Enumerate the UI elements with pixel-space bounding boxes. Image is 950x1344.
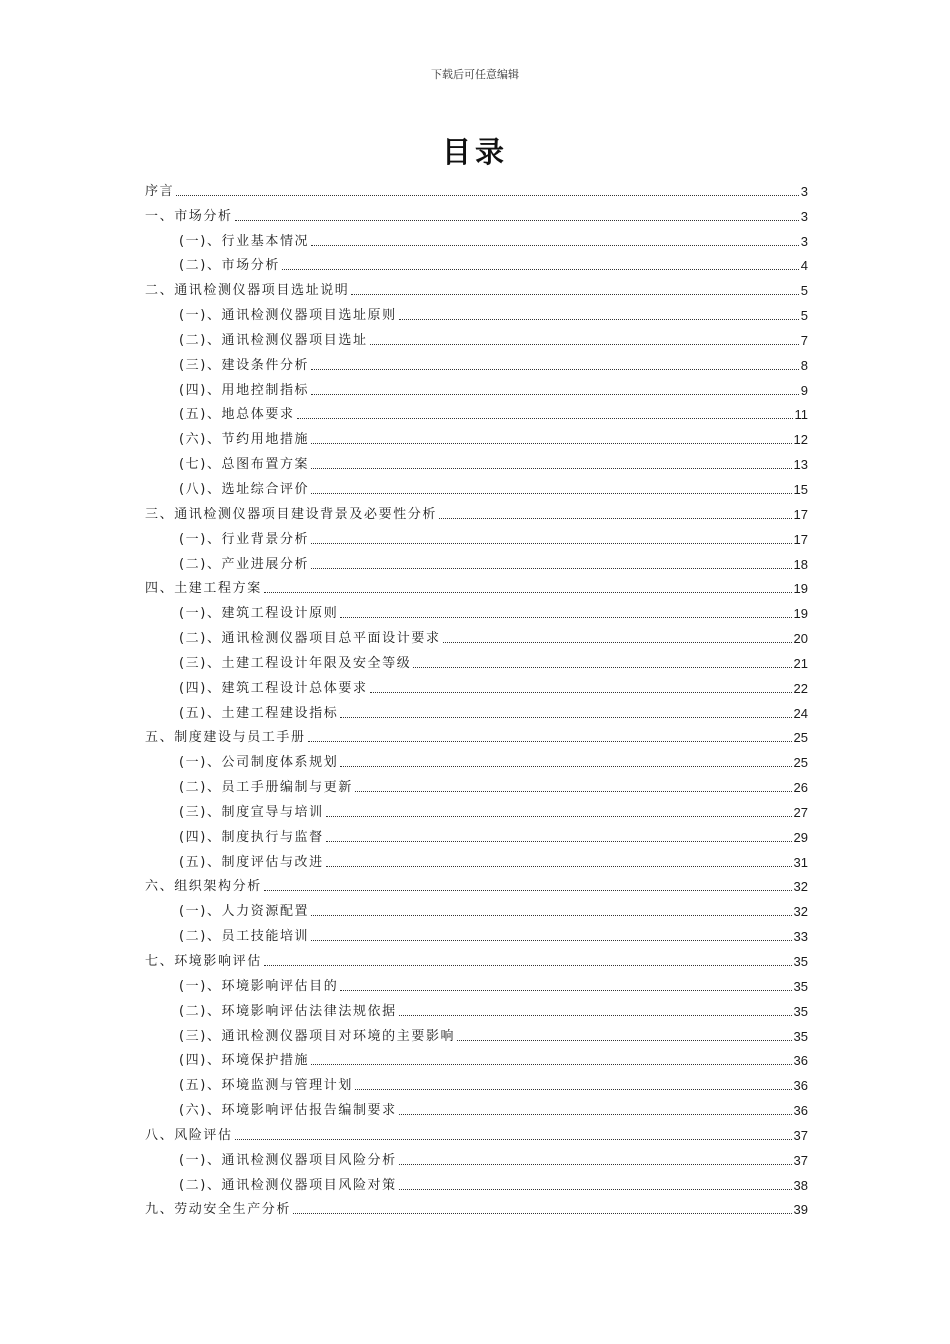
toc-entry[interactable] — [145, 423, 808, 448]
toc-entry-text: (二)、通讯检测仪器项目总平面设计要求 — [179, 631, 441, 647]
toc-entry[interactable] — [145, 399, 808, 424]
toc-entry-text: (二)、市场分析 — [179, 258, 280, 274]
toc-dot-leader — [311, 914, 791, 916]
toc-page-number: 17 — [793, 531, 808, 547]
toc-entry-text: (一)、行业背景分析 — [179, 531, 310, 547]
toc-entry[interactable] — [145, 473, 808, 498]
toc-entry[interactable] — [145, 970, 808, 995]
toc-entry-text: (二)、通讯检测仪器项目选址 — [179, 332, 368, 348]
toc-entry[interactable] — [145, 945, 808, 970]
toc-dot-leader — [351, 293, 798, 295]
toc-entry-text: (四)、建筑工程设计总体要求 — [179, 680, 368, 696]
toc-entry-text: (四)、环境保护措施 — [179, 1053, 310, 1069]
toc-entry-text: (五)、地总体要求 — [179, 407, 295, 423]
toc-page-number: 36 — [793, 1053, 808, 1069]
toc-entry[interactable] — [145, 995, 808, 1020]
toc-entry-text: (二)、通讯检测仪器项目风险对策 — [179, 1177, 397, 1193]
toc-dot-leader — [355, 790, 792, 792]
toc-entry-text: (二)、员工技能培训 — [179, 929, 310, 945]
toc-entry-text: (四)、制度执行与监督 — [179, 829, 324, 845]
toc-entry[interactable] — [145, 498, 808, 523]
toc-page-number: 8 — [800, 357, 808, 373]
toc-page-number: 25 — [793, 755, 808, 771]
toc-page-number: 3 — [800, 208, 808, 224]
toc-entry[interactable] — [145, 821, 808, 846]
toc-entry-text: (一)、环境影响评估目的 — [179, 978, 339, 994]
toc-entry[interactable] — [145, 1069, 808, 1094]
toc-entry-text: 六、组织架构分析 — [145, 879, 262, 895]
toc-entry[interactable] — [145, 871, 808, 896]
toc-entry[interactable] — [145, 647, 808, 672]
toc-dot-leader — [311, 467, 791, 469]
toc-page-number: 7 — [800, 332, 808, 348]
toc-page-number: 39 — [793, 1202, 808, 1218]
toc-page-number: 25 — [793, 730, 808, 746]
toc-dot-leader — [282, 268, 799, 270]
toc-entry[interactable] — [145, 299, 808, 324]
toc-entry-text: 八、风险评估 — [145, 1127, 233, 1143]
toc-page-number: 35 — [793, 954, 808, 969]
toc-dot-leader — [311, 368, 799, 370]
toc-dot-leader — [399, 1113, 792, 1115]
toc-page-number: 29 — [793, 829, 808, 845]
toc-entry[interactable] — [145, 523, 808, 548]
toc-dot-leader — [399, 1163, 792, 1165]
toc-dot-leader — [311, 492, 791, 494]
toc-dot-leader — [340, 616, 791, 618]
toc-dot-leader — [311, 542, 791, 544]
toc-page-number: 35 — [793, 978, 808, 994]
toc-entry-text: 一、市场分析 — [145, 208, 233, 224]
toc-entry-text: 四、土建工程方案 — [145, 581, 262, 597]
toc-entry[interactable] — [145, 895, 808, 920]
toc-page-number: 22 — [793, 680, 808, 696]
toc-dot-leader — [399, 318, 799, 320]
toc-entry[interactable] — [145, 349, 808, 374]
toc-entry[interactable] — [145, 1144, 808, 1169]
toc-entry-text: 九、劳动安全生产分析 — [145, 1202, 292, 1218]
toc-entry-text: (三)、土建工程设计年限及安全等级 — [179, 655, 412, 671]
toc-entry[interactable] — [145, 1169, 808, 1194]
toc-page-number: 17 — [793, 506, 808, 522]
toc-page-number: 15 — [793, 481, 808, 497]
toc-entry[interactable] — [145, 1119, 808, 1144]
toc-page-number: 3 — [800, 183, 808, 199]
toc-page-number: 35 — [793, 1003, 808, 1019]
toc-entry-text: 二、通讯检测仪器项目选址说明 — [145, 283, 350, 299]
toc-dot-leader — [326, 815, 792, 817]
toc-page-number: 37 — [793, 1152, 808, 1168]
header-note: 下载后可任意编辑 — [431, 68, 519, 81]
toc-page-number: 13 — [793, 457, 808, 473]
toc-entry[interactable] — [145, 697, 808, 722]
toc-entry-text: 五、制度建设与员工手册 — [145, 730, 306, 746]
toc-entry[interactable] — [145, 573, 808, 598]
toc-dot-leader — [457, 1039, 791, 1041]
toc-title: 目录 — [441, 135, 508, 169]
toc-dot-leader — [176, 194, 799, 196]
toc-page-number: 36 — [793, 1078, 808, 1094]
toc-dot-leader — [311, 1063, 791, 1065]
toc-dot-leader — [340, 989, 791, 991]
toc-entry[interactable] — [145, 448, 808, 473]
toc-dot-leader — [326, 840, 792, 842]
toc-page-number: 32 — [793, 904, 808, 920]
toc-entry[interactable] — [145, 250, 808, 275]
toc-dot-leader — [399, 1188, 792, 1190]
toc-dot-leader — [235, 219, 799, 221]
toc-page-number: 19 — [793, 606, 808, 622]
toc-entry-text: (七)、总图布置方案 — [179, 457, 310, 473]
toc-dot-leader — [264, 889, 792, 891]
toc-entry-text: (六)、环境影响评估报告编制要求 — [179, 1103, 397, 1119]
toc-entry[interactable] — [145, 274, 808, 299]
toc-dot-leader — [439, 517, 792, 519]
toc-dot-leader — [264, 964, 792, 966]
toc-page-number: 31 — [793, 854, 808, 870]
toc-page-number: 4 — [800, 258, 808, 274]
toc-entry[interactable] — [145, 622, 808, 647]
toc-dot-leader — [370, 343, 799, 345]
toc-entry[interactable] — [145, 672, 808, 697]
toc-entry-text: (二)、产业进展分析 — [179, 556, 310, 572]
toc-entry-text: (三)、通讯检测仪器项目对环境的主要影响 — [179, 1028, 456, 1044]
toc-entry[interactable] — [145, 920, 808, 945]
toc-dot-leader — [340, 716, 791, 718]
toc-page-number: 9 — [800, 382, 808, 398]
toc-entry[interactable] — [145, 796, 808, 821]
toc-dot-leader — [370, 691, 792, 693]
toc-entry[interactable] — [145, 1045, 808, 1070]
toc-entry-text: (一)、行业基本情况 — [179, 233, 310, 249]
toc-dot-leader — [235, 1138, 792, 1140]
toc-dot-leader — [311, 244, 799, 246]
toc-dot-leader — [443, 641, 792, 643]
toc-entry-text: (二)、员工手册编制与更新 — [179, 780, 353, 796]
toc-entry[interactable] — [145, 1094, 808, 1119]
toc-page-number: 21 — [793, 655, 808, 671]
toc-entry-text: (三)、制度宣导与培训 — [179, 804, 324, 820]
toc-dot-leader — [311, 939, 791, 941]
toc-dot-leader — [399, 1014, 792, 1016]
toc-entry[interactable] — [145, 324, 808, 349]
toc-entry[interactable] — [145, 771, 808, 796]
toc-entry[interactable] — [145, 225, 808, 250]
toc-dot-leader — [297, 417, 793, 419]
toc-page-number: 19 — [793, 581, 808, 597]
toc-entry-text: (五)、土建工程建设指标 — [179, 705, 339, 721]
toc-entry-text: (五)、制度评估与改进 — [179, 854, 324, 870]
toc-entry[interactable] — [145, 597, 808, 622]
toc-entry[interactable] — [145, 1194, 808, 1219]
toc-dot-leader — [311, 567, 791, 569]
toc-dot-leader — [311, 442, 791, 444]
toc-entry-text: (五)、环境监测与管理计划 — [179, 1078, 353, 1094]
toc-entry-text: (一)、公司制度体系规划 — [179, 755, 339, 771]
toc-entry-text: (一)、人力资源配置 — [179, 904, 310, 920]
toc-entry-text: (一)、通讯检测仪器项目选址原则 — [179, 308, 397, 324]
toc-entry-text: (八)、选址综合评价 — [179, 481, 310, 497]
toc-page-number: 36 — [793, 1103, 808, 1119]
toc-page-number: 26 — [793, 780, 808, 796]
toc-entry-text: 七、环境影响评估 — [145, 954, 262, 969]
toc-dot-leader — [326, 865, 792, 867]
toc-page-number: 12 — [793, 432, 808, 448]
toc-entry-text: 三、通讯检测仪器项目建设背景及必要性分析 — [145, 506, 438, 522]
toc-page-number: 18 — [793, 556, 808, 572]
toc-page-number: 11 — [794, 407, 808, 423]
toc-entry-text: (六)、节约用地措施 — [179, 432, 310, 448]
toc-dot-leader — [293, 1212, 792, 1214]
toc-dot-leader — [308, 740, 792, 742]
toc-entry-text: (二)、环境影响评估法律法规依据 — [179, 1003, 397, 1019]
toc-entry[interactable] — [145, 746, 808, 771]
toc-page-number: 5 — [800, 308, 808, 324]
toc-page-number: 35 — [793, 1028, 808, 1044]
toc-entry-text: (一)、建筑工程设计原则 — [179, 606, 339, 622]
toc-page-number: 5 — [800, 283, 808, 299]
toc-entry-text: (四)、用地控制指标 — [179, 382, 310, 398]
toc-entry-text: 序言 — [145, 183, 175, 199]
toc-entry[interactable] — [145, 175, 808, 200]
toc-entry-text: (三)、建设条件分析 — [179, 357, 310, 373]
toc-dot-leader — [355, 1088, 792, 1090]
toc-page-number: 33 — [793, 929, 808, 945]
toc-entry[interactable] — [145, 722, 808, 747]
toc-page-number: 38 — [793, 1177, 808, 1193]
toc-dot-leader — [311, 393, 799, 395]
toc-entry[interactable] — [145, 1020, 808, 1045]
toc-page-number: 20 — [793, 631, 808, 647]
toc-list — [145, 175, 808, 1218]
toc-page-number: 32 — [793, 879, 808, 895]
toc-dot-leader — [340, 765, 791, 767]
toc-entry[interactable] — [145, 548, 808, 573]
toc-page-number: 24 — [793, 705, 808, 721]
toc-entry[interactable] — [145, 374, 808, 399]
toc-page-number: 27 — [793, 804, 808, 820]
toc-page-number: 37 — [793, 1127, 808, 1143]
toc-page-number: 3 — [800, 233, 808, 249]
toc-dot-leader — [413, 666, 791, 668]
toc-entry[interactable] — [145, 846, 808, 871]
toc-entry-text: (一)、通讯检测仪器项目风险分析 — [179, 1152, 397, 1168]
toc-entry[interactable] — [145, 200, 808, 225]
toc-dot-leader — [264, 591, 792, 593]
